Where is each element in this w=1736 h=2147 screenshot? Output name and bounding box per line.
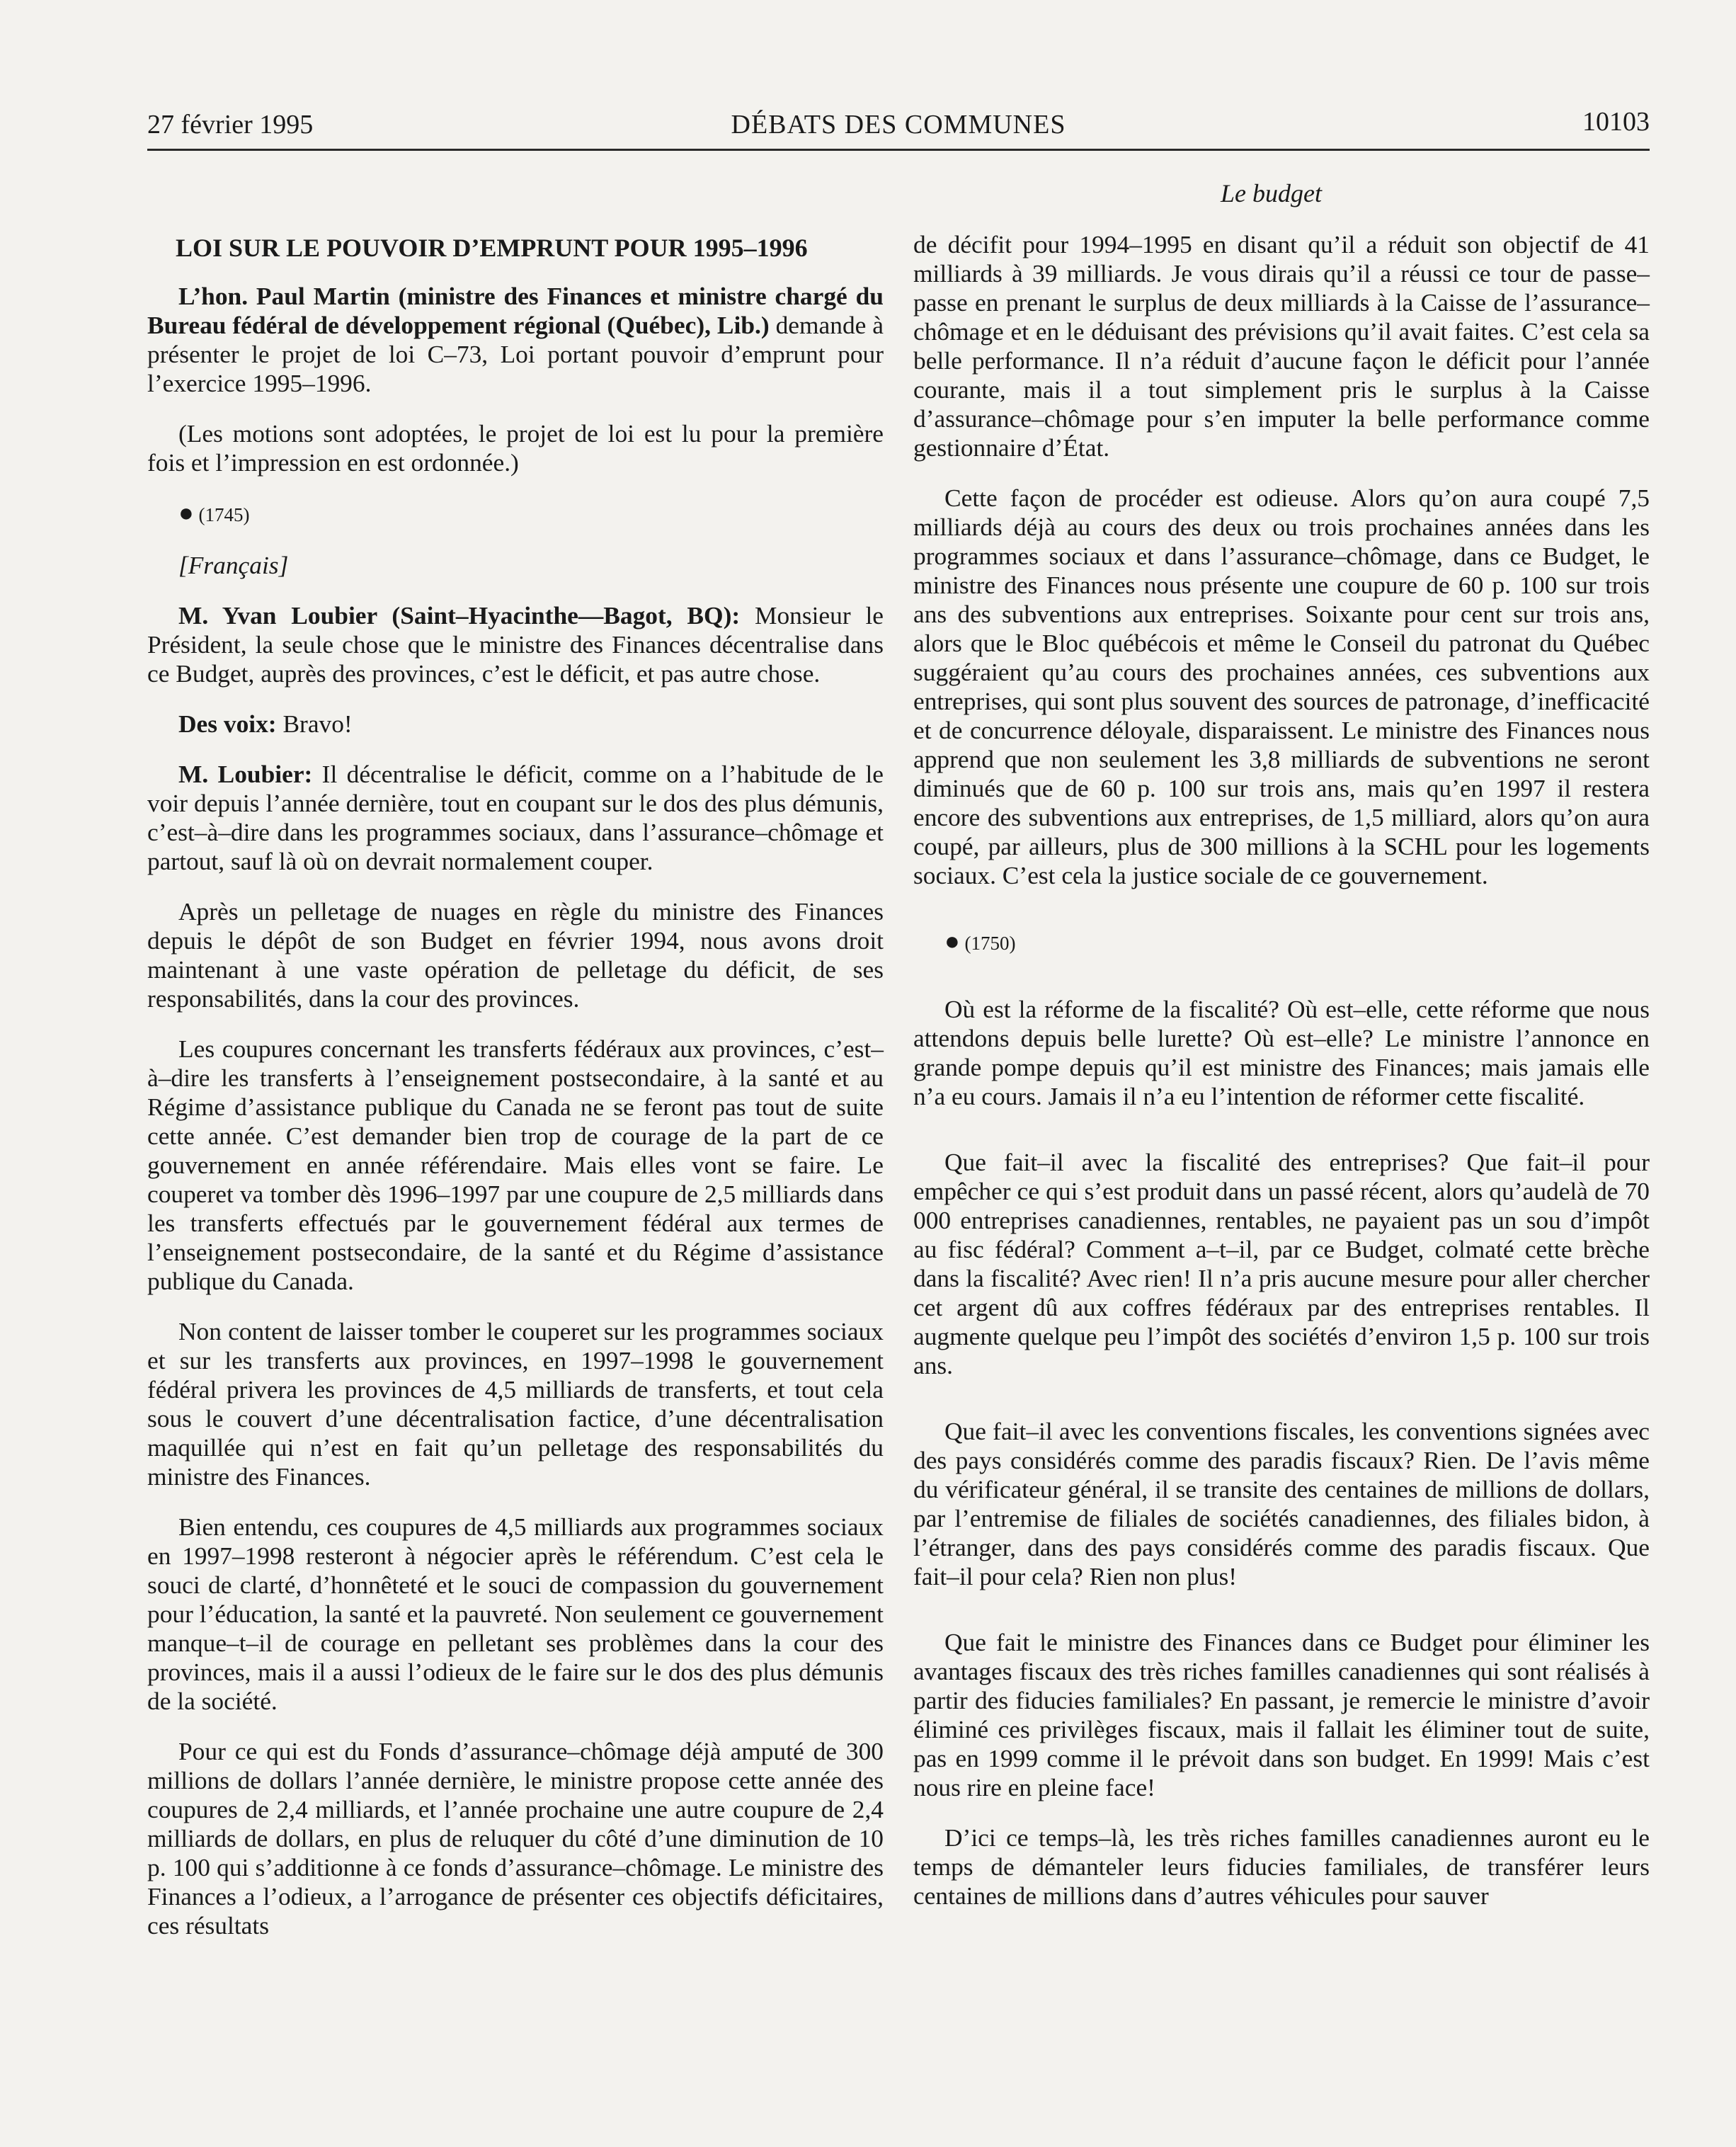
paragraph: M. Yvan Loubier (Saint–Hyacinthe—Bagot, BQ): Monsieur le Président, la seule chose que le ministre des Finances décentralise dans ce Budget, auprès des provinces, c’est le déficit, et pas autre chose. <box>147 601 884 688</box>
paragraph: de décifit pour 1994–1995 en disant qu’il a réduit son objectif de 41 milliards à 39 milliards. Je vous dirais qu’il a réussi ce tour de passe–passe en prenant le surplus de deux milliards à la Caisse de l’assurance–chômage et en le déduisant des prévisions qu’il avait faites. C’est cela sa belle performance. Il n’a réduit d’aucune façon le déficit pour l’année courante, mais il a tout simplement pris le surplus à la Caisse d’assurance–chômage pour s’en imputer la belle performance comme gestionnaire d’État. <box>913 230 1650 462</box>
page-header <box>147 106 1650 149</box>
header-rule <box>147 149 1650 151</box>
bullet-icon: ● <box>944 927 960 955</box>
paragraph: Les coupures concernant les transferts fédéraux aux provinces, c’est–à–dire les transferts à l’enseignement postsecondaire, à la santé et au Régime d’assistance publique du Canada ne se feront pas tout de suite cette année. C’est demander bien trop de courage de la part de ce gouvernement en année référendaire. Mais elles vont se faire. Le couperet va tomber dès 1996–1997 par une coupure de 2,5 milliards dans les transferts effectués par le gouvernement fédéral aux termes de l’enseignement postsecondaire, de la santé et du Régime d’assistance publique du Canada. <box>147 1035 884 1295</box>
paragraph: Que fait–il avec la fiscalité des entreprises? Que fait–il pour empêcher ce qui s’est produit dans un passé récent, alors qu’audelà de 70 000 entreprises canadiennes, rentables, ne payaient pas un sou d’impôt au fisc fédéral? Comment a–t–il, par ce Budget, colmaté cette brèche dans la fiscalité? Avec rien! Il n’a pris aucune mesure pour aller chercher cet argent dû aux coffres fédéraux par des entreprises rentables. Il augmente quelque peu l’impôt des sociétés d’environ 1,5 p. 100 sur trois ans. <box>913 1148 1650 1379</box>
left-column <box>147 232 884 1940</box>
paragraph: Bien entendu, ces coupures de 4,5 milliards aux programmes sociaux en 1997–1998 resteront à négocier après le référendum. C’est cela le souci de clarté, d’honnêteté et le souci de compassion du gouvernement pour l’éducation, la santé et la pauvreté. Non seulement ce gouvernement manque–t–il de courage en pelletant ses problèmes dans la cour des provinces, mais il a aussi l’odieux de le faire sur le dos des plus démunis de la société. <box>147 1513 884 1715</box>
page-number: 10103 <box>1582 107 1650 137</box>
header-date: 27 février 1995 <box>147 110 314 139</box>
right-column <box>913 230 1650 1910</box>
paragraph: M. Loubier: Il décentralise le déficit, comme on a l’habitude de le voir depuis l’année dernière, tout en coupant sur le dos des plus démunis, c’est–à–dire dans les programmes sociaux, dans l’assurance–chômage et partout, sauf là où on devrait normalement couper. <box>147 760 884 875</box>
time-marker: ● (1750) <box>944 927 1016 955</box>
paragraph: Pour ce qui est du Fonds d’assurance–chômage déjà amputé de 300 millions de dollars l’année dernière, le ministre propose cette année des coupures de 2,4 milliards, et l’année prochaine une autre coupure de 2,4 milliards de dollars, en plus de reluquer du côté d’une diminution de 10 p. 100 qui s’additionne à ce fonds d’assurance–chômage. Le ministre des Finances a l’odieux, a l’arrogance de présenter ces objectifs déficitaires, ces résultats <box>147 1737 884 1940</box>
language-marker: [Français] <box>178 551 289 579</box>
paragraph: Que fait le ministre des Finances dans ce Budget pour éliminer les avantages fiscaux des très riches familles canadiennes qui sont réalisés à partir des fiducies familiales? En passant, je remercie le ministre d’avoir éliminé ces privilèges fiscaux, mais il fallait les éliminer tout de suite, pas en 1999 comme il le prévoit dans son budget. En 1999! Mais c’est nous rire en pleine face! <box>913 1628 1650 1801</box>
speaker-name: L’hon. Paul Martin (ministre des Finances et ministre chargé du Bureau fédéral de développement régional (Québec), Lib.) <box>147 282 884 339</box>
paragraph: L’hon. Paul Martin (ministre des Finances et ministre chargé du Bureau fédéral de développement régional (Québec), Lib.) demande à présenter le projet de loi C–73, Loi portant pouvoir d’emprunt pour l’exercice 1995–1996. <box>147 282 884 397</box>
speaker-name: M. Yvan Loubier (Saint–Hyacinthe—Bagot, BQ): <box>178 601 741 630</box>
paragraph: Que fait–il avec les conventions fiscales, les conventions signées avec des pays considérés comme des paradis fiscaux? Rien. De l’avis même du vérificateur général, il se transite des centaines de millions de dollars, par l’entremise de filiales de sociétés canadiennes, des filiales bidon, à l’étranger, dans des pays considérés comme des paradis fiscaux. Que fait–il pour cela? Rien non plus! <box>913 1417 1650 1590</box>
paragraph: Non content de laisser tomber le couperet sur les programmes sociaux et sur les transferts aux provinces, en 1997–1998 le gouvernement fédéral privera les provinces de 4,5 milliards de transferts, et tout cela sous le couvert d’une décentralisation factice, d’une décentralisation maquillée qui n’est en fait qu’un pelletage des responsabilités du ministre des Finances. <box>147 1317 884 1491</box>
bill-title: LOI SUR LE POUVOIR D’EMPRUNT POUR 1995–1996 <box>176 234 808 262</box>
paragraph: D’ici ce temps–là, les très riches familles canadiennes auront eu le temps de démanteler leurs fiducies familiales, de transférer leurs centaines de millions dans d’autres véhicules pour sauver <box>913 1823 1650 1910</box>
paragraph: Cette façon de procéder est odieuse. Alors qu’on aura coupé 7,5 milliards déjà au cours des deux ou trois prochaines années dans les programmes sociaux et dans l’assurance–chômage, dans ce Budget, le ministre des Finances nous présente une coupure de 60 p. 100 sur trois ans des subventions aux entreprises. Soixante pour cent sur trois ans, alors que le Bloc québécois et même le Conseil du patronat du Québec suggéraient qu’au cours des prochaines années, ces subventions aux entreprises, qui sont plus souvent des sources de patronage, d’inefficacité et de concurrence déloyale, disparaissent. Le ministre des Finances nous apprend que non seulement les 3,8 milliards de subventions ne seront diminués que de 60 p. 100 sur trois ans, mais qu’en 1997 il restera encore des subventions aux entreprises, de 1,5 milliard, alors qu’on aura coupé, par ailleurs, plus de 300 millions à la SCHL pour les logements sociaux. C’est cela la justice sociale de ce gouvernement. <box>913 484 1650 889</box>
paragraph: Où est la réforme de la fiscalité? Où est–elle, cette réforme que nous attendons depuis belle lurette? Où est–elle? Le ministre l’annonce en grande pompe depuis qu’il est ministre des Finances; mais jamais elle n’a eu cours. Jamais il n’a eu l’intention de réformer cette fiscalité. <box>913 995 1650 1110</box>
time-marker: ● (1745) <box>178 499 250 527</box>
speaker-name: Des voix: <box>178 710 277 738</box>
bullet-icon: ● <box>178 499 194 527</box>
publication-title: DÉBATS DES COMMUNES <box>731 110 1066 139</box>
speaker-name: M. Loubier: <box>178 760 313 788</box>
paragraph: (Les motions sont adoptées, le projet de loi est lu pour la première fois et l’impression en est ordonnée.) <box>147 419 884 477</box>
section-title: Le budget <box>1221 179 1322 207</box>
paragraph: Après un pelletage de nuages en règle du ministre des Finances depuis le dépôt de son Budget en février 1994, nous avons droit maintenant à une vaste opération de pelletage du déficit, de ses responsabilités, dans la cour des provinces. <box>147 897 884 1013</box>
paragraph: Des voix: Bravo! <box>178 710 353 738</box>
